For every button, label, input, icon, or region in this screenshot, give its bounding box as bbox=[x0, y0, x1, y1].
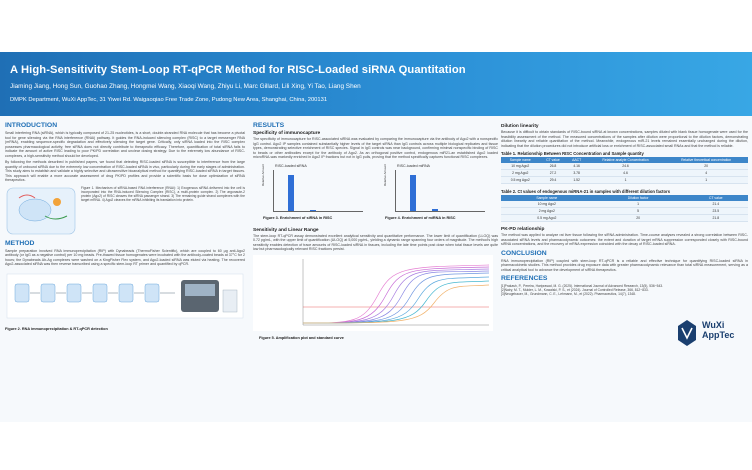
figure-3-caption: Figure 3. Enrichment of siRNA in RISC bbox=[263, 215, 333, 220]
affiliation: DMPK Department, WuXi AppTec, 31 Yiwei Rd. Waigaoqiao Free Trade Zone, Pudong New Area, Shanghai, China, 200131 bbox=[10, 97, 328, 103]
table-cell: 4.6 bbox=[587, 170, 665, 177]
table-row bbox=[501, 215, 748, 222]
figure-3-plot-area bbox=[273, 170, 363, 212]
poster-title: A High-Sensitivity Stem-Loop RT-qPCR Method for RISC-Loaded siRNA Quantitation bbox=[10, 64, 466, 76]
table-cell: 21.4 bbox=[684, 201, 748, 208]
table-cell: 10 mg Ago2 bbox=[501, 201, 593, 208]
table-header-cell: Dilution factor bbox=[593, 195, 684, 201]
figure-2-caption: Figure 2. RNA immunoprecipitation & RT-qPCR detection bbox=[5, 326, 108, 331]
bar-ago2 bbox=[410, 175, 416, 211]
table-cell: 1 bbox=[593, 201, 684, 208]
bar-ago2 bbox=[288, 175, 294, 211]
figure-3-y-label: Relative Amount bbox=[261, 163, 265, 186]
reference-item: [2]Nairy, M. T., Mulder, L. M., Kowalski, P. S., et (2024). Journal of Controlled Release, 366, 812~833. bbox=[501, 288, 649, 293]
reference-list bbox=[501, 284, 669, 296]
poster-header bbox=[0, 52, 752, 116]
figure-4 bbox=[381, 164, 493, 226]
introduction-heading: INTRODUCTION bbox=[5, 122, 58, 129]
table-1 bbox=[501, 157, 748, 184]
reference-item: [1]Prakash, P., Pereira, Hariprasad, M. G. (2025). International Journal of Advanced Research, 13(5), 536~543. bbox=[501, 284, 664, 288]
introduction-paragraph-2: By following the methods described in published papers, we found that detecting RISC-loaded siRNA is susceptible to interference from the large quantity of unbound siRNA due to the extremely low concentration of RISC-loaded siRNA in vivo, particularly during the early stages of administration. This study aims to establish and validate a highly selective and ultrasensitive bioanalytical method for quantifying RISC-loaded siRNA in target tissues. This approach will enable a more accurate assessment of drug PK/PD profiles and provide a scientific basis for dose optimization of siRNA therapeutics. bbox=[5, 160, 245, 182]
logo-wordmark bbox=[702, 320, 734, 340]
sensitivity-paragraph: The stem-loop RT-qPCR assay demonstrated excellent analytical sensitivity and quantitative performance. The lower limit of quantification (LLOQ) was 0.72 pg/mL, with the upper limit of quantification (ULOQ) at 5,000 pg/mL, yielding a dynamic range spanning four orders of magnitude. The method's high sensitivity enables detection of trace amounts of RISC-loaded siRNA in tissues, including the late time points post dose when total tissue levels are quite low but pharmacologically relevant RISC fractions persist. bbox=[253, 233, 498, 251]
table-header-cell: Sample name bbox=[501, 157, 540, 163]
figure-4-y-label: Relative Amount bbox=[383, 163, 387, 186]
bar-igg bbox=[310, 210, 316, 211]
logo-line-1: WuXi bbox=[702, 320, 725, 330]
table-cell: 27.2 bbox=[540, 170, 567, 177]
figure-2-workflow bbox=[5, 270, 245, 322]
figure-1 bbox=[5, 186, 245, 238]
method-heading: METHOD bbox=[5, 239, 35, 247]
table-cell: 1 bbox=[587, 177, 665, 184]
table-cell: 1 bbox=[664, 177, 748, 184]
table-cell: 4.16 bbox=[567, 163, 587, 170]
logo-line-2: AppTec bbox=[702, 330, 735, 340]
table-cell: 5 bbox=[593, 208, 684, 215]
reference-item: [3]Neugebauer, M., Grundmann, C. E., Lehmann, M., et (2022). Pharmaceutics, 14(7), 1348. bbox=[501, 292, 636, 297]
specificity-paragraph: The specificity of immunocapture for RISC-associated siRNA was evaluated by comparing the immunocapture via the antibody of Ago2 with a nonspecific IgG control. Ago2 IP samples contained substantially higher levels of the target siRNA than IgG controls across multiple biological replicates and tissue types, demonstrating selective enrichment of RISC species. Signal in IgG controls was near background, confirming minimal nonspecific binding of RISC to beads or other antibodies except for the antibody of Ago2. As an orthogonal positive control, endogenous miR21-an established Ago2 loaded microRNA-was markedly enriched in Ago2 IP fractions but not in IgG pulls, proving that the method specifically captures functional RISC complexes. bbox=[253, 137, 498, 159]
figure-5-caption: Figure 5. Amplification plot and standard curve bbox=[259, 335, 344, 340]
table-cell: 0.5 mg Ago2 bbox=[501, 215, 593, 222]
rnai-mechanism-diagram bbox=[5, 186, 77, 236]
table-1-title: Table 1. Relationship Between RISC Concentration and Sample quantity bbox=[501, 151, 644, 156]
table-cell: 21.8 bbox=[684, 215, 748, 222]
table-header-cell: CT value bbox=[684, 195, 748, 201]
figure-4-caption: Figure 4. Enrichment of miRNA in RISC bbox=[385, 215, 456, 220]
table-2 bbox=[501, 195, 748, 222]
table-header-cell: Relative theoretical concentration bbox=[664, 157, 748, 163]
conclusion-heading: CONCLUSION bbox=[501, 249, 547, 257]
method-paragraph: Sample preparation involved RNA immunoprecipitation (RIP) with Dynabeads (ThermoFisher Scientific), which are coupled to 60 µg anti-Ago2 antibody (or IgG as a negative control) per 10 mg beads. Pre-thawed tissue homogenates were incubated with the antibody-coated beads at 37°C for 2 hours; the Dynabeads Ab-Ag complexes were washed on a KingFisher Flex system, and Ago2-loaded siRNA was eluted via heating. The recovered Ago2-associated siRNA was then reverse transcribed using a specific stem-loop RT primer and quantified by qPCR. bbox=[5, 248, 245, 266]
table-cell: 23.5 bbox=[684, 208, 748, 215]
column-introduction-method bbox=[5, 120, 245, 331]
table-cell: 4 bbox=[664, 170, 748, 177]
table-row bbox=[501, 208, 748, 215]
table-2-title: Table 2. Ct values of endogenous miRNA-21 in samples with different dilution factors bbox=[501, 189, 671, 194]
table-cell: 0.5 mg Ago2 bbox=[501, 177, 540, 184]
table-header-cell: ΔΔCT bbox=[567, 157, 587, 163]
table-cell: 20 bbox=[664, 163, 748, 170]
column-results bbox=[253, 120, 498, 340]
dilution-heading: Dilution linearity bbox=[501, 124, 539, 129]
table-cell: 10 mg Ago2 bbox=[501, 163, 540, 170]
figure-3-chart-title: RISC-loaded siRNA bbox=[275, 163, 307, 168]
table-header-cell: CT value bbox=[540, 157, 567, 163]
table-row bbox=[501, 177, 748, 184]
author-list: Jiaming Jiang, Hong Sun, Guohao Zhang, Hongmei Wang, Xiaoqi Wang, Zhiyu Li, Marc Gillard, Lili Xing, Yi Tao, Liang Shen bbox=[10, 83, 361, 90]
specificity-subheading: Specificity of immunocapture bbox=[253, 131, 321, 136]
figure-3 bbox=[259, 164, 369, 226]
logo-mark-icon bbox=[676, 318, 698, 348]
table-header-cell: Relative analyte Concentration bbox=[587, 157, 665, 163]
table-cell: 2 mg Ago2 bbox=[501, 208, 593, 215]
figure-4-plot-area bbox=[395, 170, 485, 212]
table-cell: 20 bbox=[593, 215, 684, 222]
bar-igg bbox=[432, 209, 438, 210]
bar-charts-row bbox=[253, 164, 498, 226]
figure-1-caption: Figure 1. Mechanism of siRNA-based RNA interference (RNAi): 1) Exogenous siRNA delivered into the cell is incorporated into the RNA-induced Silencing Complex (RISC), a multi-protein complex. 2) The argonaute-2 protein (Ago2) of RISC cleaves the siRNA passenger strand. 3) The remaining guide strand complexes with the target mRNA. 4) Ago2 cleaves the mRNA inhibiting its translation into protein. bbox=[81, 185, 245, 203]
figure-4-chart-title: RISC-loaded miRNA bbox=[397, 163, 430, 168]
column-dilution-conclusion bbox=[501, 120, 748, 296]
conclusion-paragraph: RNA immunoprecipitation (RIP) coupled with stem-loop RT-qPCR is a reliable and effective technique for quantifying RISC-loaded siRNA in pharmacokinetic studies. This method provides drug exposure data with greater pharmacodynamic relevance than total siRNA measurement, serving as a critical analytical tool to advance the development of siRNA therapeutics. bbox=[501, 258, 748, 272]
wuxi-apptec-logo bbox=[676, 312, 748, 354]
table-cell: 1.52 bbox=[567, 177, 587, 184]
dilution-paragraph: Because it is difficult to obtain standards of RISC-bound siRNA at known concentrations, samples diluted with blank tissue homogenate were used for the feasibility assessment of the method. The measured concentrations of the samples after dilution were proportional to the dilution factors, demonstrating dilution linearity and reliable quantitation of the method. Meanwhile, endogenous miR-21 levels remained essentially unchanged during the dilution, indicating that the dilution procedures did not introduce artificial loss or enrichment of RISC-associated small RNAs and that the method is reliable. bbox=[501, 130, 748, 148]
figure-5-amplification-plot bbox=[253, 255, 493, 331]
table-header-cell: Sample name bbox=[501, 195, 593, 201]
table-cell: 2 mg Ago2 bbox=[501, 170, 540, 177]
table-row bbox=[501, 170, 748, 177]
table-cell: 29.4 bbox=[540, 177, 567, 184]
introduction-paragraph-1: Small interfering RNA (siRNA), which is typically composed of 21-25 nucleotides, is a short, double-stranded RNA molecule that has become a pivotal tool for gene silencing via the RNA interference (RNAi) pathway. It guides the RNA-induced silencing complex (RISC) to a target messenger RNA (mRNA), enabling sequence-specific degradation and effectively silencing the target gene. Critically, only siRNA loaded into the RISC complex possesses pharmacological activity; free siRNA does not directly contribute to therapeutic efficacy. Therefore, quantification of total siRNA fails to indicate the amount of active RISC leading to poor PK/PD correlation and unclear dosing strategy. Due to the extremely low abundance of RISC-complexes, a high-sensitivity method should be developed. bbox=[5, 131, 245, 158]
sensitivity-subheading: Sensitivity and Linear Range bbox=[253, 227, 319, 233]
table-cell: 3.78 bbox=[567, 170, 587, 177]
references-heading: REFERENCES bbox=[501, 275, 548, 282]
results-heading: RESULTS bbox=[253, 122, 285, 129]
pkpd-heading: PK-PD relationship bbox=[501, 227, 545, 232]
table-cell: 26.8 bbox=[540, 163, 567, 170]
pkpd-paragraph: The method was applied to analyze rat liver tissue following the siRNA administration. Time-course analyses revealed a strong correlation between RISC-associated siRNA levels and pharmacodynamic outcomes: the extent and duration of target mRNA suppression corresponded closely with RISC-bound siRNA concentrations, and the recovery of mRNA expression coincided with the decay of RISC-loaded siRNA. bbox=[501, 233, 748, 246]
table-cell: 24.6 bbox=[587, 163, 665, 170]
